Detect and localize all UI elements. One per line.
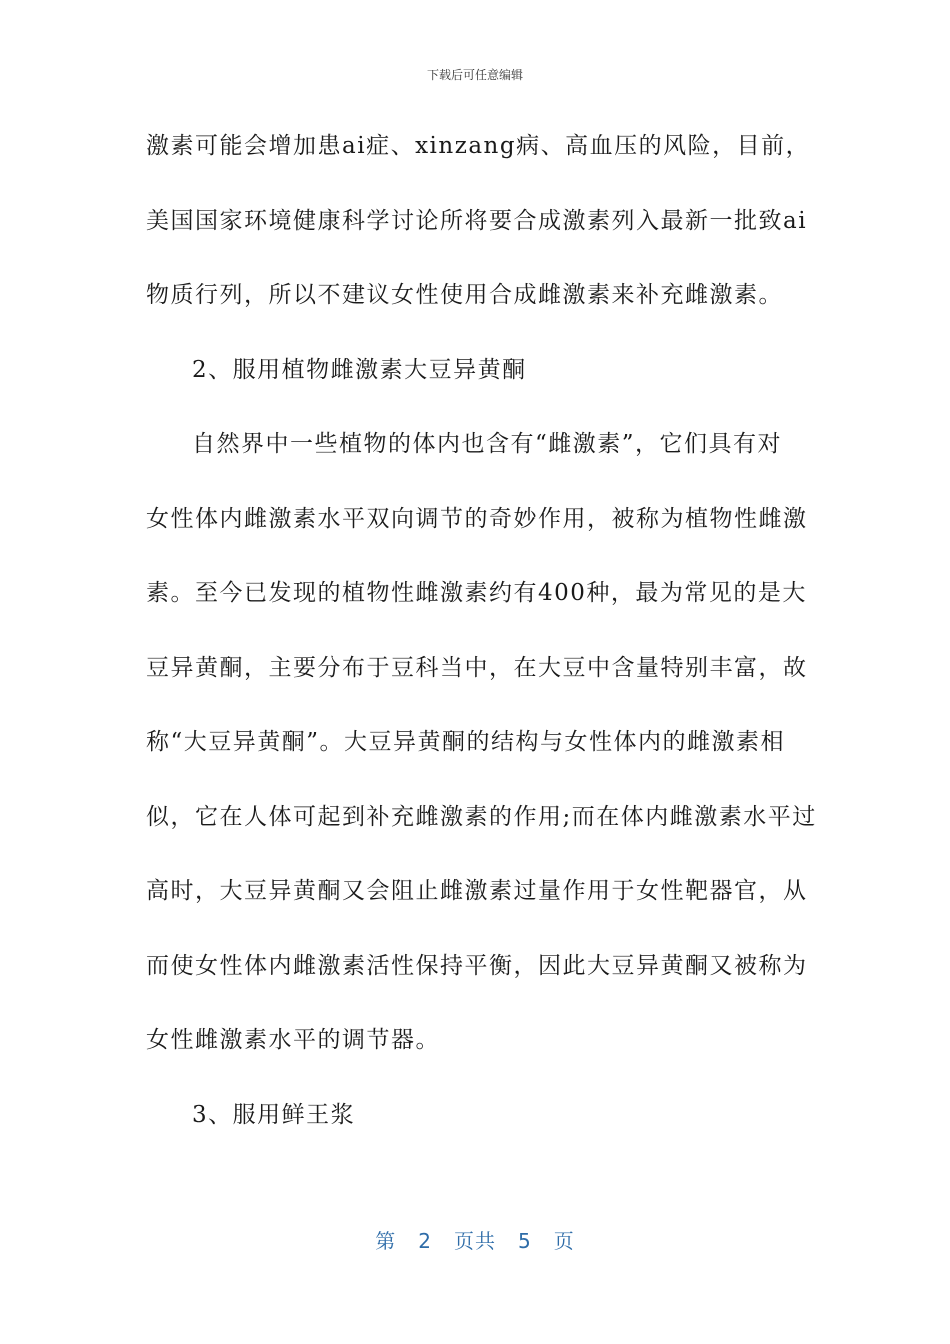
text-line: 而使女性体内雌激素活性保持平衡，因此大豆异黄酮又被称为	[146, 952, 808, 979]
footer-middle: 页共	[454, 1229, 496, 1253]
text-line: 高时，大豆异黄酮又会阻止雌激素过量作用于女性靶器官，从	[146, 878, 808, 904]
document-body	[146, 124, 817, 1167]
section-heading: 3、服用鲜王浆	[192, 1101, 356, 1128]
text-line: 物质行列，所以不建议女性使用合成雌激素来补充雌激素。	[146, 282, 783, 308]
total-page-number: 5	[518, 1229, 532, 1253]
footer-suffix: 页	[553, 1229, 575, 1253]
section-heading: 2、服用植物雌激素大豆异黄酮	[192, 356, 527, 383]
current-page-number: 2	[418, 1229, 432, 1253]
text-line: 女性体内雌激素水平双向调节的奇妙作用，被称为植物性雌激	[146, 505, 808, 532]
text-line: 称“大豆异黄酮”。大豆异黄酮的结构与女性体内的雌激素相	[146, 729, 786, 755]
text-line: 女性雌激素水平的调节器。	[146, 1027, 440, 1053]
paragraph-first-line: 自然界中一些植物的体内也含有“雌激素”，它们具有对	[192, 431, 783, 457]
text-line: 似，它在人体可起到补充雌激素的作用;而在体内雌激素水平过	[146, 803, 817, 830]
text-line: 激素可能会增加患ai症、xinzang病、高血压的风险，目前，	[146, 133, 811, 159]
text-line: 豆异黄酮，主要分布于豆科当中，在大豆中含量特别丰富，故	[146, 654, 808, 681]
page-footer	[0, 1225, 950, 1254]
footer-prefix: 第	[375, 1229, 397, 1253]
page-header-note: 下载后可任意编辑	[426, 68, 523, 82]
text-line: 素。至今已发现的植物性雌激素约有400种，最为常见的是大	[146, 580, 807, 606]
text-line: 美国国家环境健康科学讨论所将要合成激素列入最新一批致ai	[146, 207, 808, 234]
